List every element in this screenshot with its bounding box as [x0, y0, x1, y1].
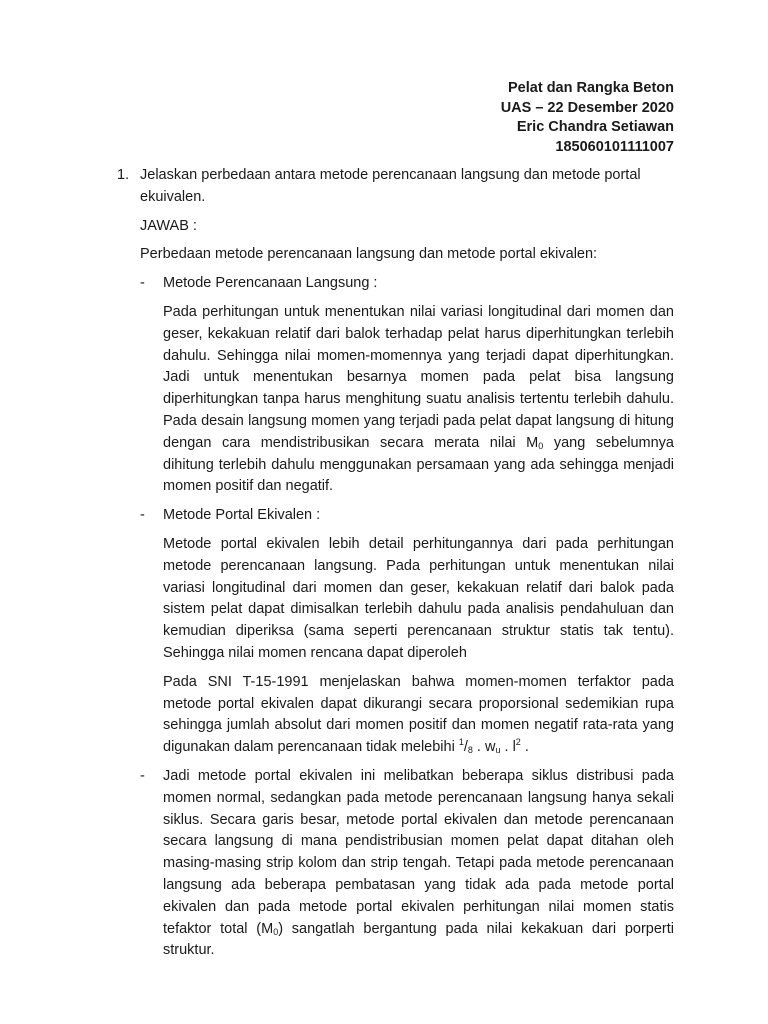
formula-l: . l: [500, 739, 516, 756]
paragraph-ekivalen-1: Metode portal ekivalen lebih detail perhitungannya dari pada perhitungan metode perencanaan langsung. Pada perhitungan untuk menentukan nilai variasi longitudinal dari momen dan geser, kekakuan relatif dari balok pada sistem pelat dapat dimisalkan terlebih dahulu pada analisis pendahuluan dan kemudian diperiksa (sama seperti perencanaan struktur statis tak tentu). Sehingga nilai momen rencana dapat diperoleh: [163, 535, 674, 661]
m0-subscript: 0: [273, 926, 279, 937]
paragraph-conclusion: [163, 766, 674, 962]
answer-label: JAWAB :: [140, 217, 197, 234]
paragraph-conclusion-text-end: ) sangatlah bergantung pada nilai kekakuan dari porperti struktur.: [163, 920, 675, 959]
document-body: [117, 165, 674, 962]
bullet-dash: -: [140, 275, 145, 292]
l-superscript: 2: [515, 737, 521, 748]
course-title: Pelat dan Rangka Beton: [508, 80, 674, 96]
bullet-title-ekivalen: Metode Portal Ekivalen :: [163, 507, 321, 524]
paragraph-langsung-text-end: yang sebelumnya dihitung terlebih dahulu menggunakan persamaan yang ada sehingga menjadi momen positif dan negatif.: [163, 434, 675, 495]
student-name: Eric Chandra Setiawan: [516, 119, 674, 135]
document-header: [501, 79, 674, 157]
fraction-numerator: 1: [458, 737, 464, 748]
paragraph-conclusion-text: Jadi metode portal ekivalen ini melibatkan beberapa siklus distribusi pada momen normal, sedangkan pada metode perencanaan langsung hanya sekali siklus. Secara garis besar, metode portal ekivalen dan metode perencanaan secara langsung di mana pendistribusian momen pelat dapat ditahan oleh masing-masing strip kolom dan strip tengah. Tetapi pada metode perencanaan langsung ada beberapa pembatasan yang tidak ada pada metode portal ekivalen dan pada metode portal ekivalen perhitungan nilai momen statis tefaktor total (M: [163, 767, 674, 937]
bullet-item-conclusion: [140, 766, 674, 962]
m0-subscript: 0: [538, 440, 544, 451]
student-id: 185060101111007: [555, 138, 674, 155]
bullet-dash: -: [140, 767, 145, 784]
fraction-denominator: 8: [467, 745, 473, 756]
wu-subscript: u: [495, 745, 501, 756]
question-text: Jelaskan perbedaan antara metode perencanaan langsung dan metode portal ekuivalen.: [140, 167, 641, 205]
formula-wu: . w: [472, 739, 496, 756]
bullet-dash: -: [140, 507, 145, 524]
bullet-item-langsung: [140, 273, 674, 295]
paragraph-ekivalen-2-text: Pada SNI T-15-1991 menjelaskan bahwa momen-momen terfaktor pada metode portal ekivalen dapat dikurangi secara proporsional sedemikian rupa sehingga jumlah absolut dari momen positif dan momen negatif rata-rata yang digunakan dalam perencanaan tidak melebihi: [163, 673, 674, 756]
bullet-title-langsung: Metode Perencanaan Langsung :: [163, 275, 378, 292]
formula-end: .: [520, 739, 529, 756]
question-number: 1.: [117, 167, 130, 183]
exam-date: UAS – 22 Desember 2020: [500, 99, 674, 116]
fraction-slash: /: [463, 739, 468, 756]
answer-intro: Perbedaan metode perencanaan langsung dan metode portal ekivalen:: [140, 246, 598, 263]
paragraph-langsung-text: Pada perhitungan untuk menentukan nilai variasi longitudinal dari momen dan geser, kekakuan relatif dari balok terhadap pelat harus diperhitungkan terlebih dahulu. Sehingga nilai momen-momennya yang terjadi dapat diperhitungkan. Jadi untuk menentukan besarnya momen pada pelat bisa langsung diperhitungkan tanpa harus menghitung suatu analisis tertentu terlebih dahulu. Pada desain langsung momen yang terjadi pada pelat dapat langsung di hitung dengan cara mendistribusikan secara merata nilai M: [163, 303, 674, 451]
question-item: [117, 165, 674, 962]
paragraph-langsung: [140, 302, 674, 498]
paragraph-ekivalen-2: [140, 672, 674, 759]
bullet-item-ekivalen: [140, 505, 674, 527]
